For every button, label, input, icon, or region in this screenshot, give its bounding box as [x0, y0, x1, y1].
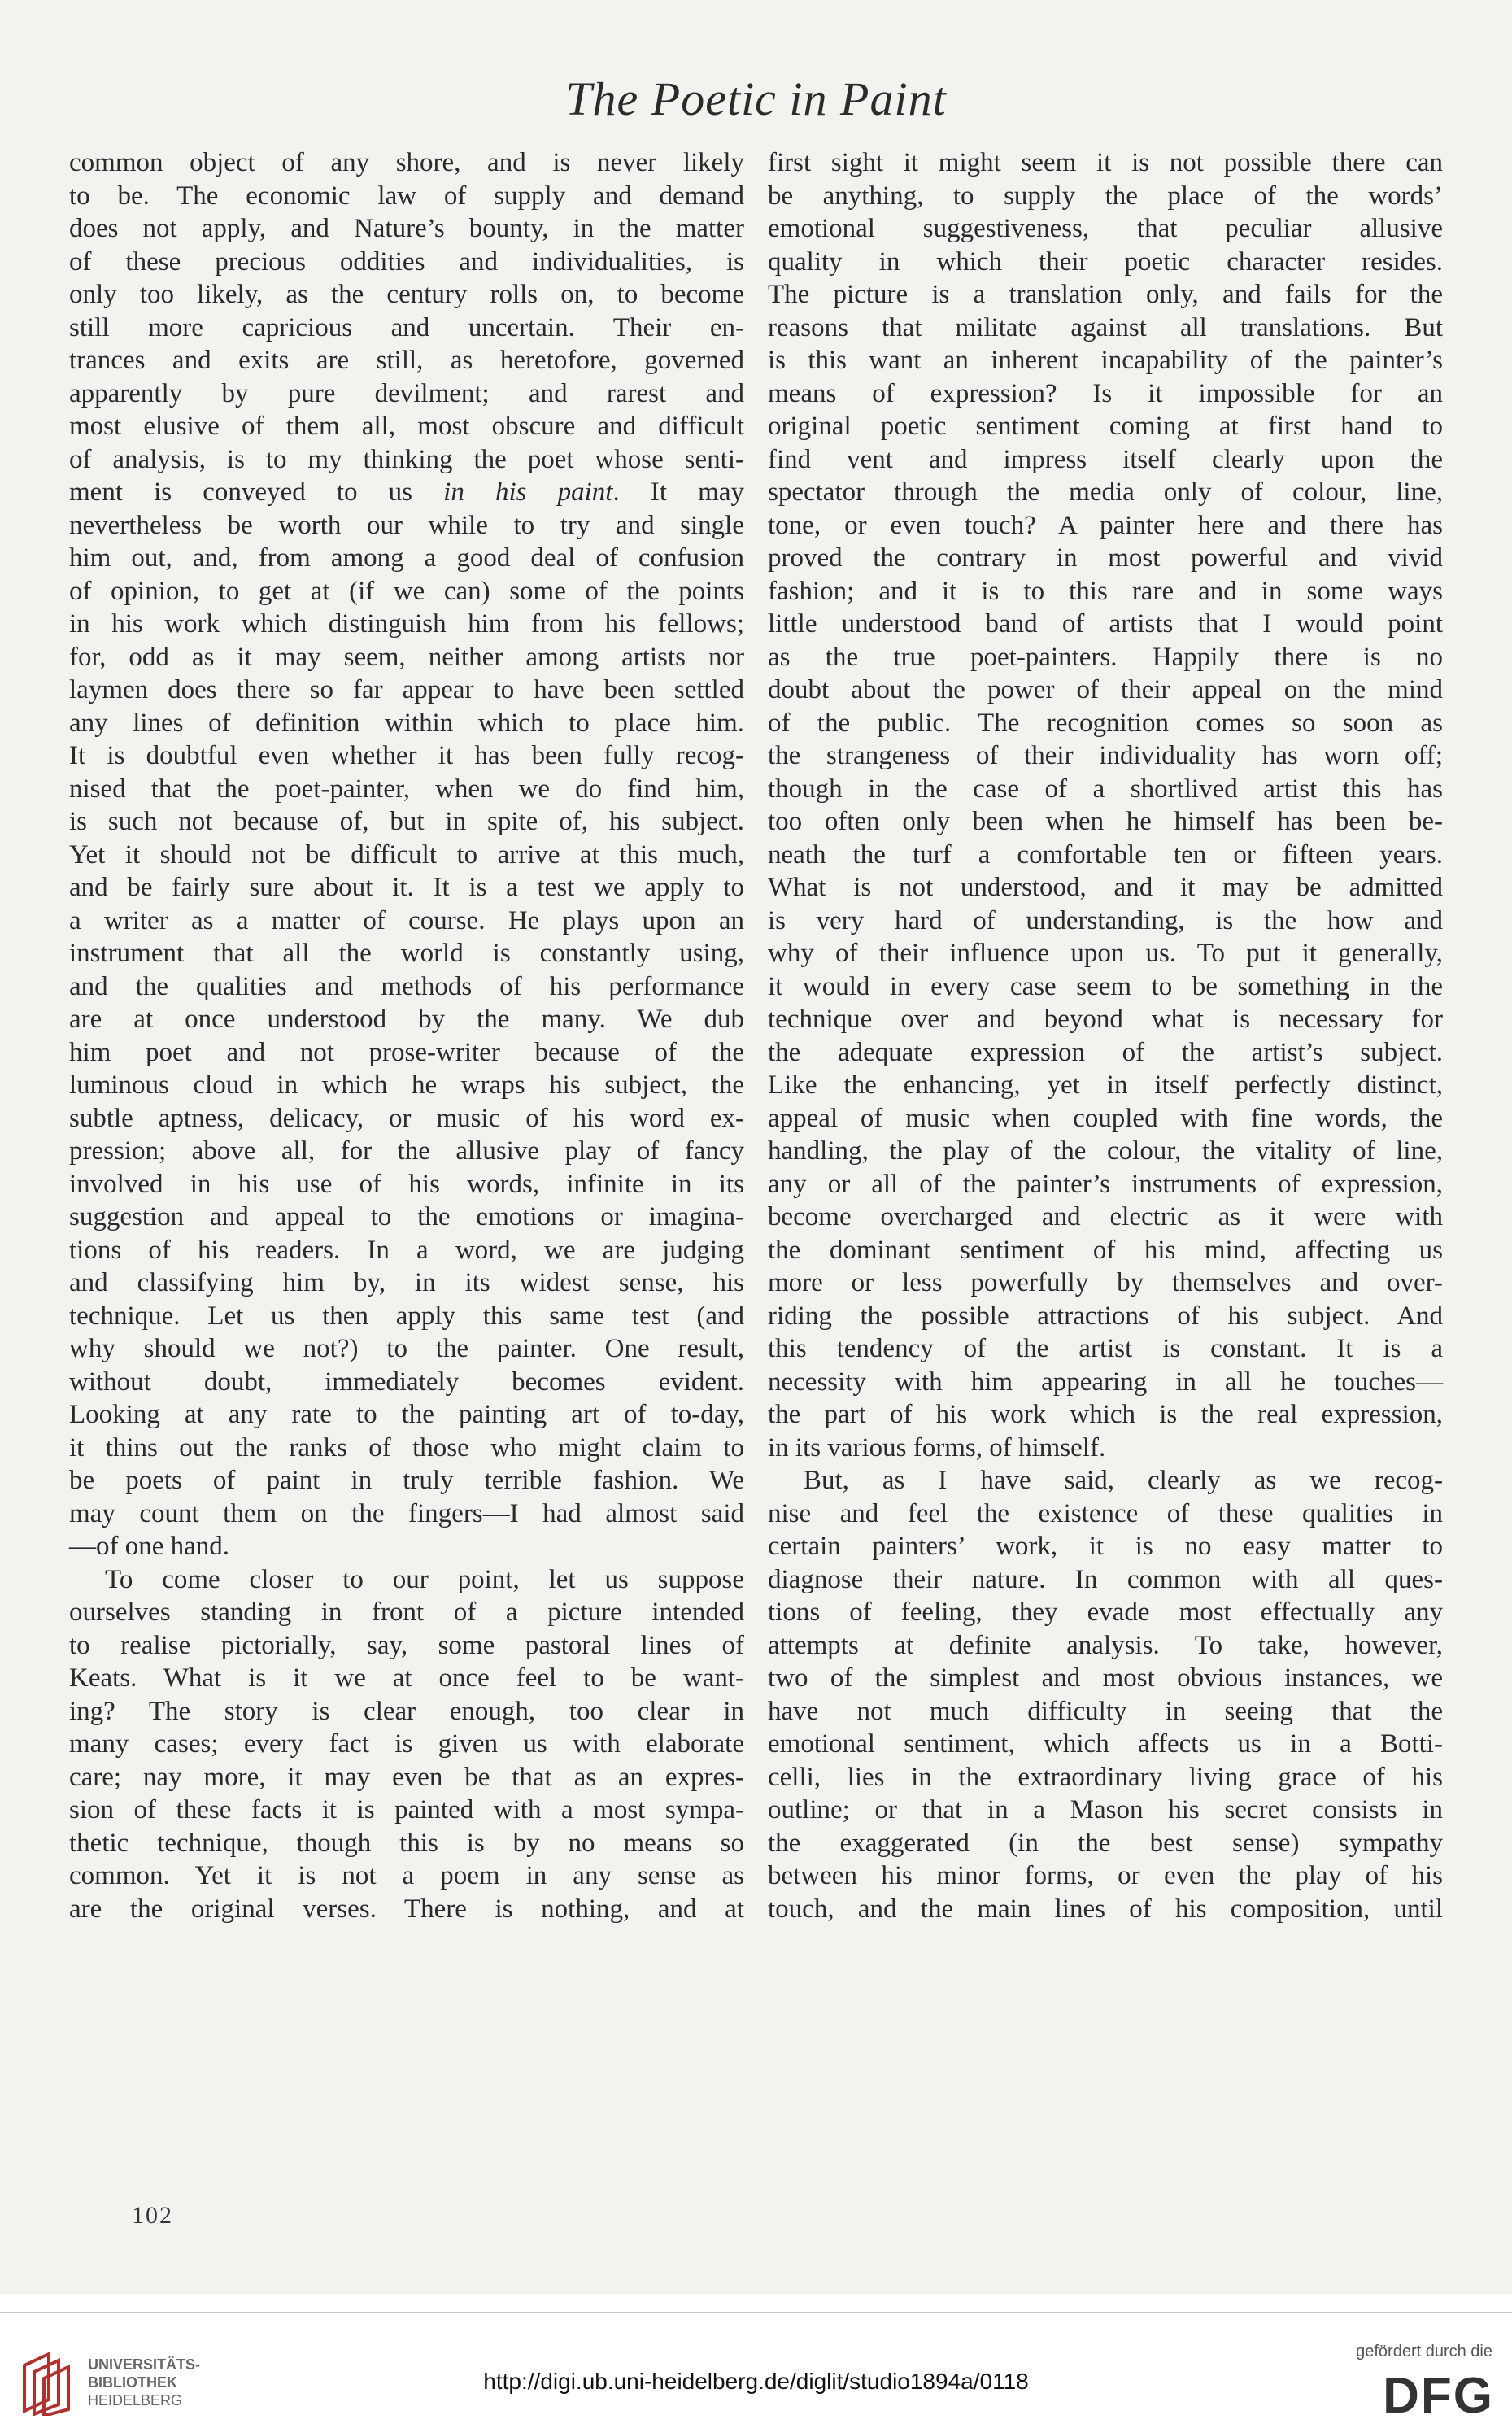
text-line: the adequate expression of the artist’s subject.	[768, 1037, 1443, 1067]
text-line: why of their influence upon us. To put it generally,	[768, 939, 1443, 968]
text-line: touch, and the main lines of his composition, until	[768, 1894, 1443, 1924]
text-line: most elusive of them all, most obscure and difficult	[69, 412, 744, 441]
text-line: this tendency of the artist is constant. It is a	[768, 1334, 1443, 1363]
text-line: common. Yet it is not a poem in any sense as	[69, 1861, 744, 1890]
text-line: laymen does there so far appear to have been settled	[69, 675, 744, 704]
text-line: become overcharged and electric as it were with	[768, 1202, 1443, 1231]
text-line: ing? The story is clear enough, too clear in	[69, 1696, 744, 1726]
text-line: without doubt, immediately becomes evident.	[69, 1367, 744, 1397]
text-line: nevertheless be worth our while to try and single	[69, 510, 744, 540]
text-line: apparently by pure devilment; and rarest and	[69, 378, 744, 408]
text-line: of these precious oddities and individualities, is	[69, 246, 744, 277]
text-line: subtle aptness, delicacy, or music of his word ex-	[69, 1103, 744, 1133]
text-line: between his minor forms, or even the play of his	[768, 1861, 1443, 1890]
text-line: in his work which distinguish him from his fellows;	[69, 609, 744, 639]
text-line: little understood band of artists that I would point	[768, 609, 1443, 639]
text-line: Keats. What is it we at once feel to be want-	[69, 1663, 744, 1693]
text-line: ourselves standing in front of a picture intended	[69, 1598, 744, 1627]
text-line: attempts at definite analysis. To take, however,	[768, 1630, 1443, 1660]
text-line: Looking at any rate to the painting art of to-day,	[69, 1400, 744, 1429]
footer-divider	[0, 2312, 1512, 2313]
text-line: of analysis, is to my thinking the poet whose senti-	[69, 444, 744, 474]
text-line: certain painters’ work, it is no easy matter to	[768, 1532, 1443, 1561]
text-line: reasons that militate against all translations. But	[768, 312, 1443, 342]
text-line: care; nay more, it may even be that as an expres-	[69, 1762, 744, 1792]
text-line: as the true poet-painters. Happily there is no	[768, 642, 1443, 672]
text-line: does not apply, and Nature’s bounty, in the matter	[69, 214, 744, 243]
text-line: him poet and not prose-writer because of the	[69, 1037, 744, 1067]
text-line: in its various forms, of himself.	[768, 1432, 1106, 1462]
library-name-line1: UNIVERSITÄTS-	[88, 2356, 201, 2373]
text-line: riding the possible attractions of his subject. And	[768, 1301, 1443, 1331]
text-line: appeal of music when coupled with fine words, the	[768, 1103, 1443, 1133]
emphasis: in his paint	[443, 477, 613, 507]
text-line: it thins out the ranks of those who might claim to	[69, 1432, 744, 1462]
text-line: doubt about the power of their appeal on the mind	[768, 675, 1443, 704]
text-line: common object of any shore, and is never likely	[69, 148, 744, 177]
text-line: original poetic sentiment coming at first hand to	[768, 412, 1443, 441]
text-line: —of one hand.	[69, 1532, 230, 1561]
text-line: though in the case of a shortlived artist this has	[768, 774, 1443, 804]
text-line: To come closer to our point, let us suppose	[105, 1564, 744, 1594]
text-line: tone, or even touch? A painter here and there has	[768, 510, 1443, 540]
funder-label: gefördert durch die	[1356, 2343, 1492, 2360]
text-line: thetic technique, though this is by no means so	[69, 1828, 744, 1858]
text-line: for, odd as it may seem, neither among artists nor	[69, 642, 744, 672]
text-line: is this want an inherent incapability of the painter’s	[768, 346, 1443, 375]
text-line: nise and feel the existence of these qualities in	[768, 1498, 1443, 1528]
text-line: why should we not?) to the painter. One result,	[69, 1334, 744, 1363]
text-line: It is doubtful even whether it has been fully recog-	[69, 741, 744, 770]
text-line: the strangeness of their individuality has worn off;	[768, 741, 1443, 770]
library-name-line3: HEIDELBERG	[88, 2392, 183, 2408]
text-line: quality in which their poetic character resides.	[768, 246, 1443, 277]
text-line: a writer as a matter of course. He plays upon an	[69, 905, 744, 935]
text-line: technique over and beyond what is necessary for	[768, 1005, 1443, 1034]
running-head: The Poetic in Paint	[565, 72, 947, 125]
text-line: luminous cloud in which he wraps his subject, the	[69, 1070, 744, 1100]
text-line: it would in every case seem to be something in the	[768, 971, 1443, 1001]
text-line: diagnose their nature. In common with all ques-	[768, 1564, 1443, 1594]
text-line: pression; above all, for the allusive play of fancy	[69, 1136, 744, 1166]
text-line: outline; or that in a Mason his secret consists in	[768, 1795, 1443, 1824]
text-line: and be fairly sure about it. It is a test we apply to	[69, 873, 744, 902]
text-line: have not much difficulty in seeing that the	[768, 1696, 1443, 1726]
text-line: nised that the poet-painter, when we do find him,	[69, 774, 744, 804]
text-line: tions of feeling, they evade most effectually any	[768, 1598, 1443, 1627]
text-line: emotional suggestiveness, that peculiar allusive	[768, 214, 1443, 243]
text-line: tions of his readers. In a word, we are judging	[69, 1235, 744, 1265]
text-line: instrument that all the world is constantly using,	[69, 939, 744, 968]
text-line: Yet it should not be difficult to arrive at this much,	[69, 839, 744, 870]
text-line: to be. The economic law of supply and demand	[69, 181, 744, 211]
text-line: the exaggerated (in the best sense) sympathy	[768, 1828, 1443, 1858]
text-line: still more capricious and uncertain. Their en-	[69, 312, 744, 342]
text-line: any or all of the painter’s instruments of expression,	[768, 1169, 1443, 1199]
text-line: and classifying him by, in its widest sense, his	[69, 1268, 744, 1297]
text-line: neath the turf a comfortable ten or fifteen years.	[768, 839, 1443, 870]
source-url-link[interactable]: http://digi.ub.uni-heidelberg.de/diglit/studio1894a/0118	[483, 2369, 1029, 2394]
text-line: celli, lies in the extraordinary living grace of his	[768, 1762, 1443, 1792]
text-line: more or less powerfully by themselves and over-	[768, 1268, 1443, 1297]
text-line: But, as I have said, clearly as we recog-	[804, 1466, 1443, 1495]
text-line: him out, and, from among a good deal of confusion	[69, 543, 744, 573]
text-line: emotional sentiment, which affects us in a Botti-	[768, 1729, 1443, 1759]
text-line: many cases; every fact is given us with elaborate	[69, 1729, 744, 1759]
text-line: too often only been when he himself has been be-	[768, 807, 1443, 836]
page-number: 102	[132, 2202, 173, 2229]
text-line: is very hard of understanding, is the how and	[768, 905, 1443, 935]
text-line: are the original verses. There is nothing, and at	[69, 1894, 744, 1924]
text-line: any lines of definition within which to place him.	[69, 708, 744, 738]
text-line: fashion; and it is to this rare and in some ways	[768, 576, 1443, 606]
text-line: of the public. The recognition comes so soon as	[768, 708, 1443, 738]
text-column-right	[768, 146, 1443, 1925]
text-line: be poets of paint in truly terrible fashion. We	[69, 1466, 744, 1495]
text-line: suggestion and appeal to the emotions or imagina-	[69, 1202, 744, 1231]
funder-logo: DFG	[1383, 2368, 1494, 2424]
text-line: ment is conveyed to us in his paint. It may	[69, 477, 744, 507]
text-line: proved the contrary in most powerful and vivid	[768, 543, 1443, 573]
text-line: necessity with him appearing in all he touches—	[768, 1367, 1443, 1397]
text-line: What is not understood, and it may be admitted	[768, 873, 1443, 902]
text-line: spectator through the media only of colour, line,	[768, 477, 1443, 507]
text-line: The picture is a translation only, and fails for the	[768, 280, 1443, 309]
text-line: first sight it might seem it is not possible there can	[768, 148, 1443, 177]
text-line: technique. Let us then apply this same test (and	[69, 1301, 744, 1331]
text-line: are at once understood by the many. We dub	[69, 1005, 744, 1034]
text-line: handling, the play of the colour, the vitality of line,	[768, 1136, 1443, 1166]
digitization-footer	[0, 2294, 1512, 2428]
text-line: involved in his use of his words, infinite in its	[69, 1169, 744, 1199]
text-line: of opinion, to get at (if we can) some of the points	[69, 576, 744, 606]
text-line: be anything, to supply the place of the words’	[768, 181, 1443, 211]
text-line: Like the enhancing, yet in itself perfectly distinct,	[768, 1070, 1443, 1100]
text-line: to realise pictorially, say, some pastoral lines of	[69, 1630, 744, 1660]
text-line: only too likely, as the century rolls on, to become	[69, 280, 744, 309]
text-column-left	[69, 146, 744, 1925]
text-line: may count them on the fingers—I had almost said	[69, 1498, 744, 1528]
text-line: the part of his work which is the real expression,	[768, 1400, 1443, 1429]
text-line: trances and exits are still, as heretofore, governed	[69, 346, 744, 375]
text-line: the dominant sentiment of his mind, affecting us	[768, 1235, 1443, 1265]
library-name-line2: BIBLIOTHEK	[88, 2374, 177, 2391]
text-line: two of the simplest and most obvious instances, we	[768, 1663, 1443, 1693]
text-line: means of expression? Is it impossible for an	[768, 378, 1443, 408]
text-line: is such not because of, but in spite of, his subject.	[69, 807, 744, 836]
text-line: and the qualities and methods of his performance	[69, 971, 744, 1001]
text-line: find vent and impress itself clearly upon the	[768, 444, 1443, 474]
text-line: sion of these facts it is painted with a most sympa-	[69, 1795, 744, 1824]
